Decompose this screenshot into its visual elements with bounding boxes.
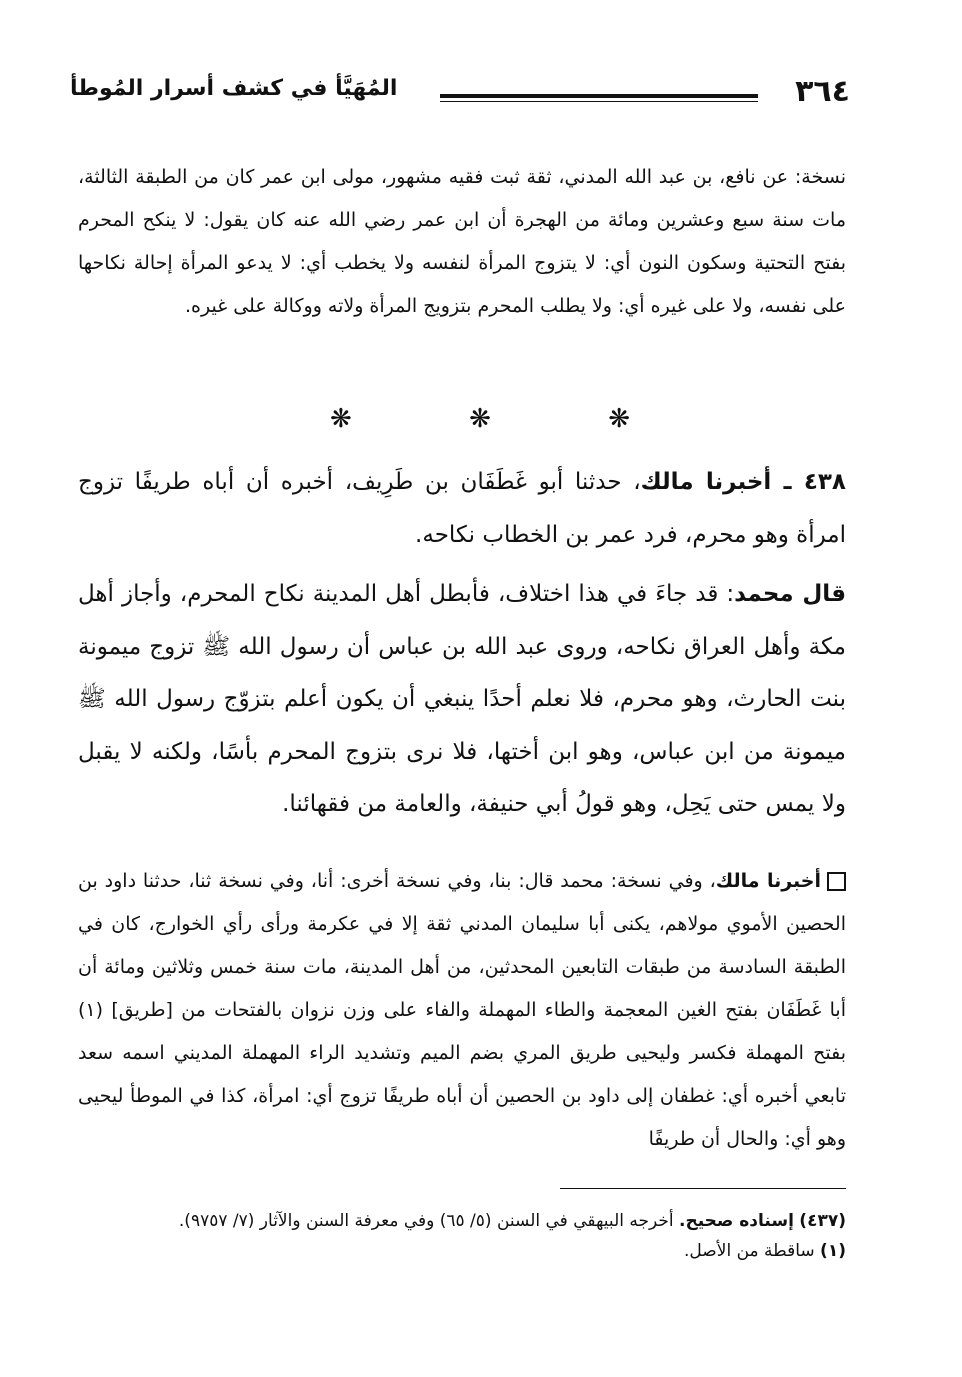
footnote (78, 1236, 846, 1266)
qala-text: : قد جاءَ في هذا اختلاف، فأبطل أهل المدينة نكاح المحرم، وأجاز أهل مكة وأهل العراق نكاحه، وروى عبد الله بن عباس أن رسول الله ﷺ تزوج ميمونة بنت الحارث، وهو محرم، فلا نعلم أحدًا ينبغي أن يكون أعلم بتزوّج رسول الله ﷺ ميمونة من ابن عباس، وهو ابن أختها، فلا نرى بتزوج المحرم بأسًا، ولكنه لا يقبل ولا يمس حتى يَحِل، وهو قولُ أبي حنيفة، والعامة من فقهائنا. (78, 581, 846, 817)
footnote-number: (١) (820, 1241, 846, 1261)
page-header (70, 74, 850, 114)
commentary-paragraph (78, 156, 846, 328)
commentary-paragraph-2 (78, 860, 846, 1161)
commentary-text-2: ، وفي نسخة: محمد قال: بنا، وفي نسخة أخرى: أنا، وفي نسخة ثنا، حدثنا داود بن الحصين الأموي مولاهم، يكنى أبا سليمان المدني ثقة إلا في عكرمة ورأى رأي الخوارج، كان في الطبقة السادسة من طبقات التابعين المحدثين، من أهل المدينة، مات سنة خمس وثلاثين ومائة أن أبا غَطَفَان بفتح الغين المعجمة والطاء المهملة والفاء على وزن نزوان بالفتحات من [طريق] (١) بفتح المهملة فكسر وليحيى طريق المري بضم الميم وتشديد الراء المهملة المديني اسمه سعد تابعي أخبره أي: غطفان إلى داود بن الحصين أن أباه طريفًا تزوج أي: امرأة، كذا في الموطأ ليحيى وهو أي: والحال أن طريفًا (78, 870, 846, 1150)
book-title: المُهَيَّأ في كشف أسرار المُوطأ (70, 76, 398, 101)
footnote-rule (560, 1188, 846, 1189)
footnote-text: أخرجه البيهقي في السنن (٥/ ٦٥) وفي معرفة السنن والآثار (٧/ ٩٧٥٧). (178, 1211, 674, 1231)
footnote (78, 1206, 846, 1236)
checkbox-square-icon (827, 872, 846, 891)
hadith-paragraph (78, 456, 846, 561)
qala-lead: قال محمد (734, 581, 847, 607)
section-separator (330, 404, 630, 434)
hadith-lead: ٤٣٨ ـ أخبرنا مالك (640, 469, 846, 495)
footnote-number: (٤٣٧) (799, 1211, 846, 1231)
page-number: ٣٦٤ (795, 74, 850, 109)
commentary-text: نسخة: عن نافع، بن عبد الله المدني، ثقة ثبت فقيه مشهور، مولى ابن عمر كان من الطبقة الثالثة، مات سنة سبع وعشرين ومائة من الهجرة أن ابن عمر رضي الله عنه كان يقول: لا ينكح المحرم بفتح التحتية وسكون النون أي: لا يتزوج المرأة لنفسه ولا يخطب أي: لا يدعو المرأة إحالة نكاحها على نفسه، ولا على غيره أي: ولا يطلب المحرم بتزويج المرأة ولاته ووكالة على غيره. (78, 166, 846, 317)
star-ornament-icon: ❋ (608, 404, 630, 434)
star-ornament-icon: ❋ (469, 404, 491, 434)
star-ornament-icon: ❋ (330, 404, 352, 434)
commentary-lead: أخبرنا مالك (715, 870, 822, 892)
header-rule-thin (440, 101, 758, 102)
footnote-label: إسناده صحيح. (679, 1211, 794, 1231)
qala-muhammad-paragraph (78, 568, 846, 831)
header-rule (440, 94, 758, 98)
footnote-text: ساقطة من الأصل. (684, 1241, 815, 1261)
hadith-text: ، حدثنا أبو غَطَفَان بن طَرِيف، أخبره أن أباه طريفًا تزوج امرأة وهو محرم، فرد عمر بن الخطاب نكاحه. (78, 469, 846, 548)
